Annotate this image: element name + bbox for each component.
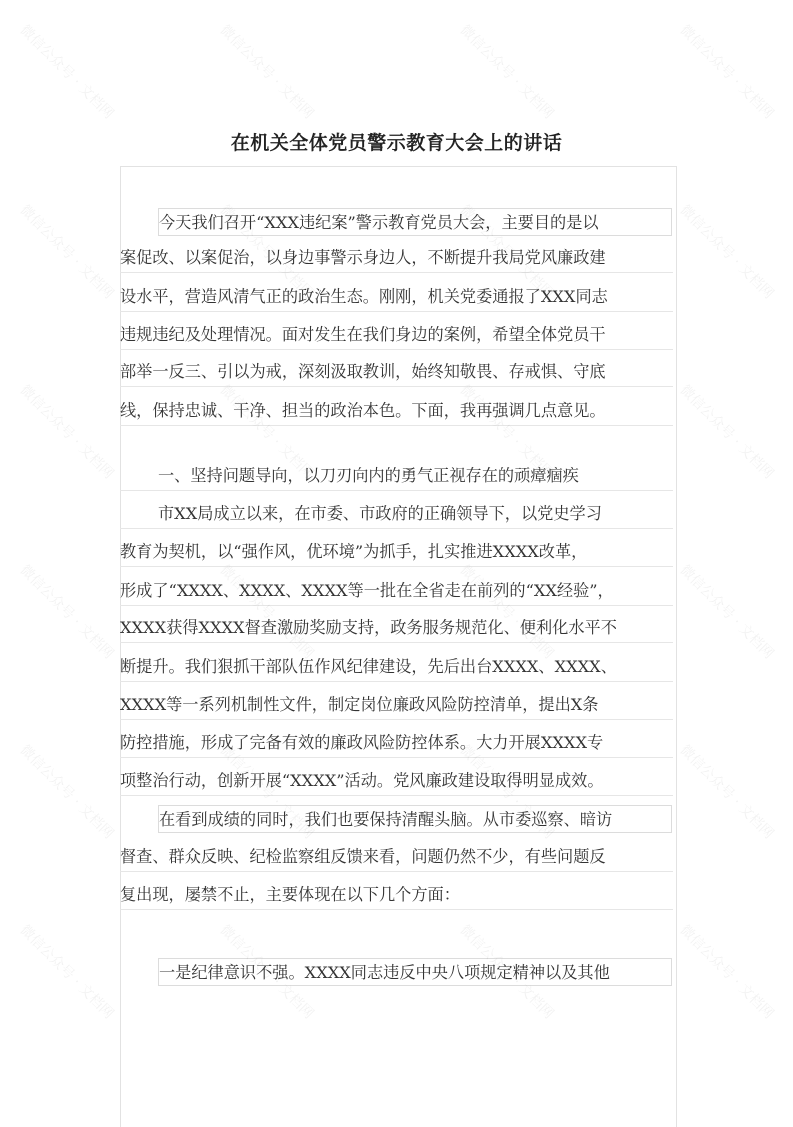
watermark-text: 微信公众号 · 文档网 [16,742,117,843]
watermark-text: 微信公众号 · 文档网 [456,742,557,843]
watermark-text: 微信公众号 · 文档网 [16,562,117,663]
body-line: 在看到成绩的同时，我们也要保持清醒头脑。从市委巡察、暗访 [158,805,672,833]
page-title: 在机关全体党员警示教育大会上的讲话 [230,132,563,154]
watermark-text: 微信公众号 · 文档网 [676,562,777,663]
body-line: 一是纪律意识不强。XXXX同志违反中央八项规定精神以及其他 [158,958,672,986]
body-line: 督查、群众反映、纪检监察组反馈来看，问题仍然不少，有些问题反 [120,843,673,872]
body-line: 违规违纪及处理情况。面对发生在我们身边的案例，希望全体党员干 [120,321,673,350]
body-line: 防控措施，形成了完备有效的廉政风险防控体系。大力开展XXXX专 [120,729,673,758]
watermark-text: 微信公众号 · 文档网 [676,742,777,843]
watermark-text: 微信公众号 · 文档网 [456,382,557,483]
body-line: 一、坚持问题导向，以刀刃向内的勇气正视存在的顽瘴痼疾 [120,462,673,491]
body-line: 教育为契机，以“强作风，优环境”为抓手，扎实推进XXXX改革， [120,538,673,567]
watermark-text: 微信公众号 · 文档网 [676,922,777,1023]
body-line: XXXX等一系列机制性文件，制定岗位廉政风险防控清单，提出X条 [120,691,673,720]
body-line: 设水平，营造风清气正的政治生态。刚刚，机关党委通报了XXX同志 [120,283,673,312]
watermark-text: 微信公众号 · 文档网 [676,382,777,483]
body-line: 断提升。我们狠抓干部队伍作风纪律建设，先后出台XXXX、XXXX、 [120,653,673,682]
watermark-text: 微信公众号 · 文档网 [216,382,317,483]
watermark-text: 微信公众号 · 文档网 [16,922,117,1023]
body-line: 形成了“XXXX、XXXX、XXXX等一批在全省走在前列的“XX经验”， [120,577,673,606]
watermark-text: 微信公众号 · 文档网 [16,382,117,483]
watermark-text: 微信公众号 · 文档网 [216,202,317,303]
body-line: 今天我们召开“XXX违纪案”警示教育党员大会，主要目的是以 [158,208,672,236]
watermark-text: 微信公众号 · 文档网 [16,202,117,303]
watermark-text: 微信公众号 · 文档网 [676,22,777,123]
watermark-text: 微信公众号 · 文档网 [456,22,557,123]
watermark-text: 微信公众号 · 文档网 [216,922,317,1023]
watermark-text: 微信公众号 · 文档网 [216,742,317,843]
body-line: 项整治行动，创新开展“XXXX”活动。党风廉政建设取得明显成效。 [120,767,673,796]
watermark-text: 微信公众号 · 文档网 [456,202,557,303]
watermark-text: 微信公众号 · 文档网 [216,562,317,663]
body-line: 案促改、以案促治，以身边事警示身边人，不断提升我局党风廉政建 [120,244,673,273]
body-line: 市XX局成立以来，在市委、市政府的正确领导下，以党史学习 [120,500,673,529]
body-line: 部举一反三、引以为戒，深刻汲取教训，始终知敬畏、存戒惧、守底 [120,358,673,387]
body-line: 线，保持忠诚、干净、担当的政治本色。下面，我再强调几点意见。 [120,397,673,426]
watermark-text: 微信公众号 · 文档网 [16,22,117,123]
watermark-text: 微信公众号 · 文档网 [456,922,557,1023]
body-line: XXXX获得XXXX督查激励奖励支持，政务服务规范化、便利化水平不 [120,614,673,643]
watermark-text: 微信公众号 · 文档网 [676,202,777,303]
watermark-text: 微信公众号 · 文档网 [456,562,557,663]
watermark-text: 微信公众号 · 文档网 [216,22,317,123]
body-line: 复出现，屡禁不止，主要体现在以下几个方面： [120,881,673,910]
